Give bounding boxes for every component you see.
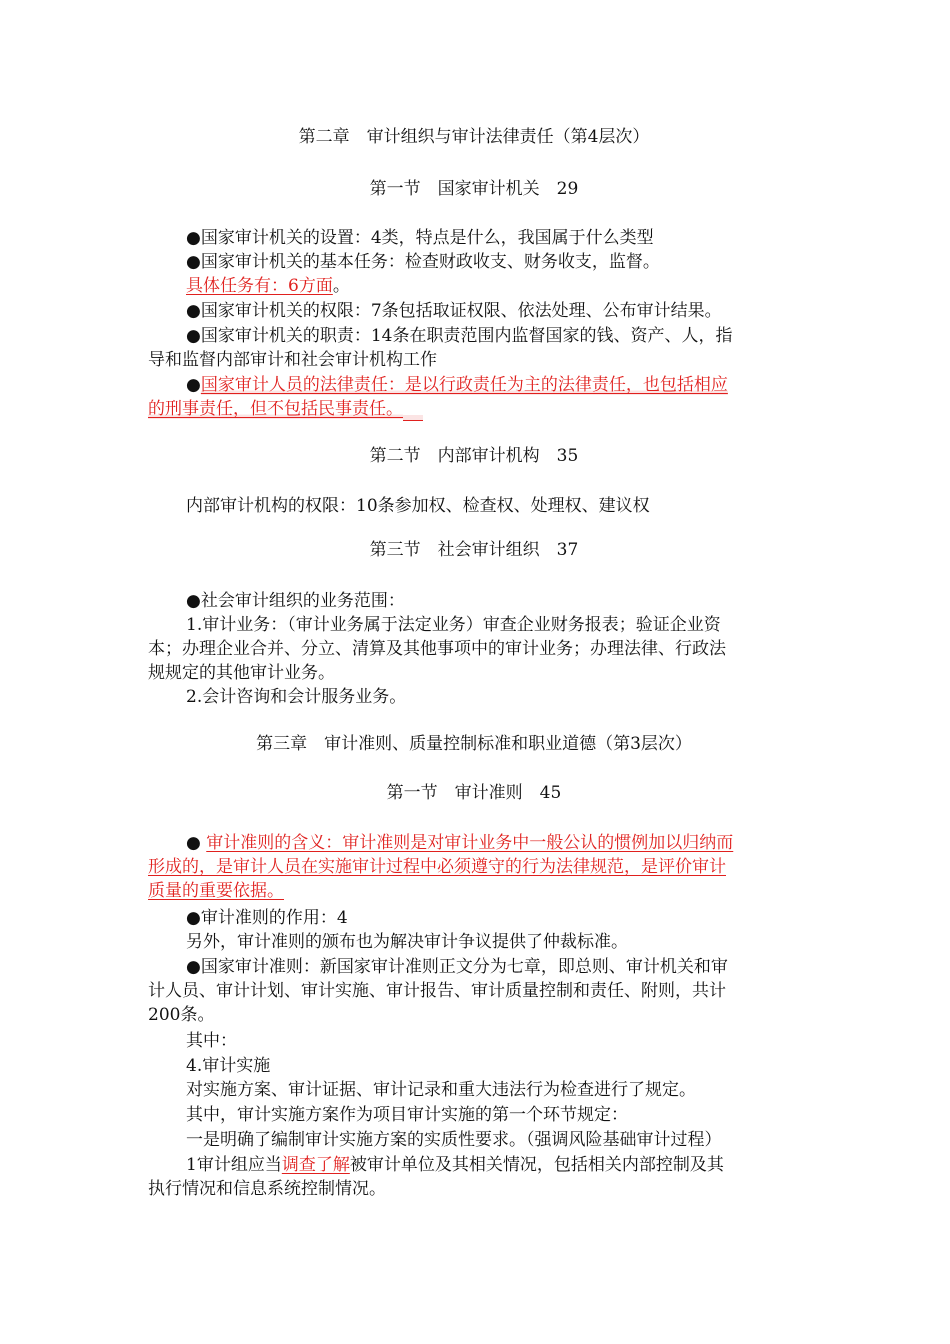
chapter-3-title: 第三章 审计准则、质量控制标准和职业道德（第3层次）: [256, 734, 692, 754]
legal-liability-highlight-2: 的刑事责任，但不包括民事责任。: [148, 399, 403, 419]
audit-implementation-heading: 4.审计实施: [186, 1056, 271, 1076]
section-social-audit-title: 第三节 社会审计组织 37: [369, 540, 579, 560]
standards-meaning-highlight-1: 审计准则的含义：审计准则是对审计业务中一般公认的惯例加以归纳而: [206, 833, 734, 853]
audit-business-line2: 本；办理企业合并、分立、清算及其他事项中的审计业务；办理法律、行政法: [148, 639, 726, 659]
investigate-pre: 1审计组应当: [186, 1155, 282, 1175]
arbitration-note: 另外，审计准则的颁布也为解决审计争议提供了仲裁标准。: [186, 932, 628, 952]
section-national-audit-title: 第一节 国家审计机关 29: [369, 179, 579, 199]
legal-liability-line2: [148, 397, 423, 421]
investigate-line1: [186, 1153, 724, 1177]
bullet-setup: ●国家审计机关的设置：4类，特点是什么，我国属于什么类型: [186, 228, 654, 248]
social-audit-scope: ●社会审计组织的业务范围：: [186, 591, 405, 611]
investigate-post: 被审计单位及其相关情况，包括相关内部控制及其: [349, 1155, 724, 1175]
standards-meaning-line2: [148, 855, 726, 879]
legal-liability-highlight-1: 国家审计人员的法律责任：是以行政责任为主的法律责任，也包括相应: [200, 375, 728, 395]
legal-liability-line1: [186, 373, 728, 397]
bullet-basic-tasks: ●国家审计机关的基本任务：检查财政收支、财务收支，监督。: [186, 252, 660, 272]
section-internal-audit-title: 第二节 内部审计机构 35: [369, 446, 579, 466]
specific-tasks-tail: 。: [332, 276, 350, 296]
internal-audit-authority: 内部审计机构的权限：10条参加权、检查权、处理权、建议权: [186, 496, 650, 516]
bullet-dot: ●: [186, 375, 201, 395]
standards-meaning-highlight-2: 形成的，是审计人员在实施审计过程中必须遵守的行为法律规范，是评价审计: [148, 857, 726, 877]
bullet-duties-line2: 导和监督内部审计和社会审计机构工作: [148, 350, 437, 370]
audit-business-line1: 1.审计业务：（审计业务属于法定业务）审查企业财务报表；验证企业资: [186, 615, 721, 635]
implementation-plan-intro: 其中，审计实施方案作为项目审计实施的第一个环节规定：: [186, 1105, 628, 1125]
standards-meaning-line1: [186, 831, 733, 855]
national-standards-line1: ●国家审计准则：新国家审计准则正文分为七章，即总则、审计机关和审: [186, 957, 728, 977]
audit-business-line3: 规规定的其他审计业务。: [148, 663, 335, 683]
highlight-trailing: [403, 397, 423, 421]
section-audit-standards-title: 第一节 审计准则 45: [386, 783, 562, 803]
bullet-authority: ●国家审计机关的权限：7条包括取证权限、依法处理、公布审计结果。: [186, 301, 722, 321]
implementation-scope: 对实施方案、审计证据、审计记录和重大违法行为检查进行了规定。: [186, 1080, 696, 1100]
standards-meaning-highlight-3: 质量的重要依据。: [148, 881, 284, 901]
national-standards-line2: 计人员、审计计划、审计实施、审计报告、审计质量控制和责任、附则，共计: [148, 981, 726, 1001]
standards-role: ●审计准则的作用：4: [186, 908, 348, 928]
national-standards-line3: 200条。: [148, 1005, 215, 1025]
plan-requirement-1: 一是明确了编制审计实施方案的实质性要求。（强调风险基础审计过程）: [186, 1130, 722, 1150]
investigate-highlight: 调查了解: [281, 1155, 350, 1175]
specific-tasks-highlight: 具体任务有：6方面: [186, 276, 333, 296]
bullet-duties-line1: ●国家审计机关的职责：14条在职责范围内监督国家的钱、资产、人，指: [186, 326, 733, 346]
among-them: 其中：: [186, 1031, 237, 1051]
bullet-dot: ●: [186, 833, 207, 853]
chapter-2-title: 第二章 审计组织与审计法律责任（第4层次）: [298, 127, 650, 147]
standards-meaning-line3: [148, 879, 284, 903]
investigate-line2: 执行情况和信息系统控制情况。: [148, 1179, 386, 1199]
specific-tasks-line: [186, 274, 350, 298]
consulting-business: 2.会计咨询和会计服务业务。: [186, 687, 407, 707]
